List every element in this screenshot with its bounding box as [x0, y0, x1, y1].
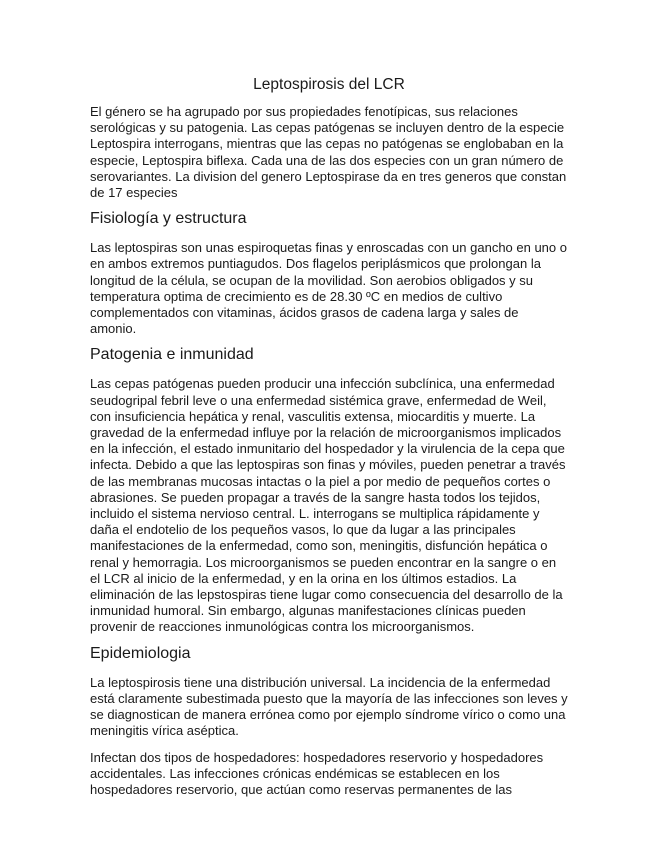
document-title: Leptospirosis del LCR: [253, 76, 405, 93]
patogenia-paragraph: Las cepas patógenas pueden producir una infección subclínica, una enfermedad seudogripal febril leve o una enfermedad sistémica grave, enfermedad de Weil, con insuficiencia hepática y renal, vasculitis extensa, miocarditis y muerte. La gravedad de la enfermedad influye por la relación de microorganismos implicados en la infección, el estado inmunitario del hospedador y la virulencia de la cepa que infecta. Debido a que las leptospiras son finas y móviles, pueden penetrar a través de las membranas mucosas intactas o la piel a por medio de pequeños cortes o abrasiones. Se pueden propagar a través de la sangre hasta todos los tejidos, incluido el sistema nervioso central. L. interrogans se multiplica rápidamente y daña el endotelio de los pequeños vasos, lo que da lugar a las principales manifestaciones de la enfermedad, como son, meningitis, disfunción hepática o renal y hemorragia. Los microorganismos se pueden encontrar en la sangre o en el LCR al inicio de la enfermedad, y en la orina en los últimos estadios. La eliminación de las lepstospiras tiene lugar como consecuencia del desarrollo de la inmunidad humoral. Sin embargo, algunas manifestaciones clínicas pueden provenir de reacciones inmunológicas contra los microorganismos.: [90, 376, 566, 635]
fisiologia-paragraph: Las leptospiras son unas espiroquetas finas y enroscadas con un gancho en uno o en ambos extremos puntiagudos. Dos flagelos periplásmicos que prolongan la longitud de la célula, se ocupan de la movilidad. Son aerobios obligados y su temperatura optima de crecimiento es de 28.30 ºC en medios de cultivo complementados con vitaminas, ácidos grasos de cadena larga y sales de amonio.: [90, 240, 567, 337]
intro-paragraph: El género se ha agrupado por sus propiedades fenotípicas, sus relaciones serológicas y su patogenia. Las cepas patógenas se incluyen dentro de la especie Leptospira interrogans, mientras que las cepas no patógenas se englobaban en la especie, Leptospira biflexa. Cada una de las dos especies con un gran número de serovariantes. La division del genero Leptospirase da en tres generos que constan de 17 especies: [90, 104, 567, 201]
document-page: [90, 75, 568, 798]
epidemiologia-paragraph-1: La leptospirosis tiene una distribución universal. La incidencia de la enfermedad está claramente subestimada puesto que la mayoría de las infecciones son leves y se diagnostican de manera errónea como por ejemplo síndrome vírico o como una meningitis vírica aséptica.: [90, 674, 568, 739]
section-heading-fisiologia: Fisiología y estructura: [90, 210, 247, 228]
epidemiologia-paragraph-2: Infectan dos tipos de hospedadores: hospedadores reservorio y hospedadores accidentales. Las infecciones crónicas endémicas se establecen en los hospedadores reservorio, que actúan como reservas permanentes de las: [90, 749, 544, 797]
section-heading-epidemiologia: Epidemiologia: [90, 644, 191, 662]
section-heading-patogenia: Patogenia e inmunidad: [90, 346, 254, 364]
